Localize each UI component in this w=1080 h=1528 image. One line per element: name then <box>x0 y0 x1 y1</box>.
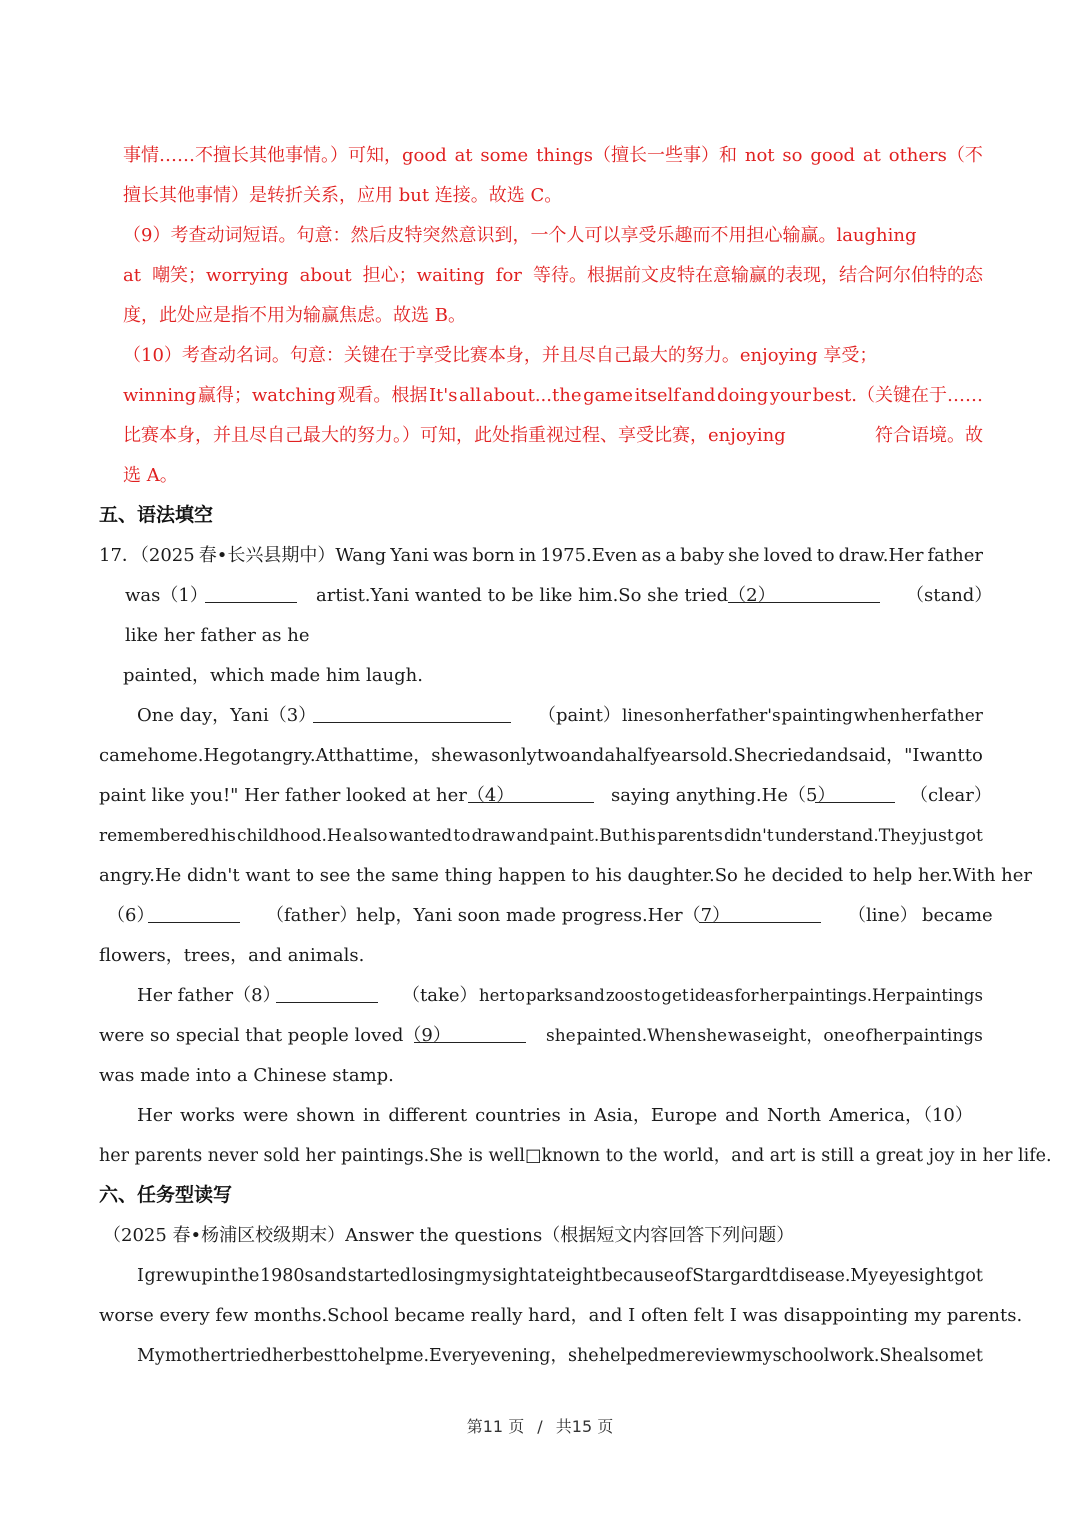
passage-line: Her works were shown in different countries in Asia，Europe and North America，（10） <box>137 1105 973 1126</box>
passage-line: Her father（8） <box>137 985 281 1006</box>
answer-blank-7[interactable] <box>699 904 821 923</box>
passage-line: was made into a Chinese stamp. <box>99 1065 394 1086</box>
answer-blank-9[interactable] <box>414 1024 526 1043</box>
passage-line: （6） <box>107 905 155 926</box>
passage-line: painted，which made him laugh. <box>123 665 423 686</box>
answer-blank-1[interactable] <box>205 584 297 603</box>
page-separator: / <box>537 1417 543 1436</box>
passage-line: she painted.When she was eight，one of her paintings <box>546 1026 983 1046</box>
explanation-line: （9）考查动词短语。句意：然后皮特突然意识到，一个人可以享受乐趣而不用担心输赢。laughing <box>123 225 917 246</box>
passage-line: flowers，trees，and animals. <box>99 945 365 966</box>
passage-line: 17．（2025 春•长兴县期中）Wang Yani was born in 1975.Even as a baby she loved to draw.Her father <box>99 545 983 566</box>
explanation-line: winning 赢得；watching 观看。根据 It's all about...the game itself and doing your best.（关键在于…… <box>123 385 983 406</box>
explanation-line: 比赛本身，并且尽自己最大的努力。）可知，此处指重视过程、享受比赛，enjoying 符合语境。故 <box>123 425 983 446</box>
passage-line: like her father as he <box>125 625 310 646</box>
answer-blank-6[interactable] <box>148 904 240 923</box>
page-footer <box>0 1414 1080 1437</box>
hint-word: （clear） <box>910 785 992 806</box>
passage-line: her parents never sold her paintings.She is well□known to the world，and art is still a great joy in her life. <box>99 1146 1052 1166</box>
passage-line: became <box>922 905 993 926</box>
passage-line: saying anything.He（5） <box>611 785 836 806</box>
passage-line: One day，Yani（3） <box>137 705 317 726</box>
passage-line: remembered his childhood.He also wanted to draw and paint.But his parents didn't understand.They just got <box>99 826 983 846</box>
hint-word: （paint） <box>538 705 621 726</box>
passage-line: （2025 春•杨浦区校级期末）Answer the questions（根据短文内容回答下列问题） <box>103 1225 795 1246</box>
page-number: 第11 页 <box>466 1417 525 1436</box>
answer-blank-5[interactable] <box>815 784 895 803</box>
passage-line: her to parks and zoos to get ideas for her paintings.Her paintings <box>479 986 983 1005</box>
explanation-line: 选 A。 <box>123 465 178 486</box>
explanation-line: at 嘲笑；worrying about 担心；waiting for 等待。根据前文皮特在意输赢的表现，结合阿尔伯特的态 <box>123 265 983 286</box>
passage-line: were so special that people loved（9） <box>99 1025 451 1046</box>
explanation-line: 擅长其他事情）是转折关系，应用 but 连接。故选 C。 <box>123 185 563 206</box>
explanation-line: 度，此处应是指不用为输赢焦虑。故选 B。 <box>123 305 466 326</box>
passage-line: was（1） <box>125 585 208 606</box>
passage-line: came home.He got angry.At that time，she was only two and a half years old.She cried and said，"I want to <box>99 745 983 766</box>
answer-blank-8[interactable] <box>276 984 378 1003</box>
section-heading-task-reading: 六、任务型读写 <box>99 1184 233 1206</box>
hint-word: （take） <box>402 985 478 1006</box>
passage-line: paint like you!" Her father looked at her（4） <box>99 785 515 806</box>
hint-word: （stand） <box>906 585 993 606</box>
answer-blank-4[interactable] <box>468 784 594 803</box>
passage-line: lines on her father's painting when her father <box>622 706 983 726</box>
passage-line: artist.Yani wanted to be like him.So she tried（2） <box>316 585 776 606</box>
explanation-line: （10）考查动名词。句意：关键在于享受比赛本身，并且尽自己最大的努力。enjoying 享受； <box>123 345 878 366</box>
passage-line: worse every few months.School became really hard，and I often felt I was disappointing my parents. <box>99 1305 1023 1326</box>
answer-blank-3[interactable] <box>313 704 511 723</box>
explanation-line: 事情……不擅长其他事情。）可知，good at some things（擅长一些事）和 not so good at others（不 <box>123 145 983 166</box>
answer-blank-2[interactable] <box>728 584 880 603</box>
passage-line: help，Yani soon made progress.Her（7） <box>356 905 731 926</box>
hint-word: （line） <box>848 905 918 926</box>
hint-word: （father） <box>266 905 358 926</box>
passage-line: My mother tried her best to help me.Every evening，she helped me review my schoolwork.She also met <box>137 1346 983 1366</box>
passage-line: angry.He didn't want to see the same thing happen to his daughter.So he decided to help her.With her <box>99 865 1032 886</box>
page-total: 共15 页 <box>555 1417 614 1436</box>
passage-line: I grew up in the 1980s and started losing my sight at eight because of Stargardt disease.My eyesight got <box>137 1266 983 1286</box>
section-heading-grammar-fill: 五、语法填空 <box>99 504 214 526</box>
